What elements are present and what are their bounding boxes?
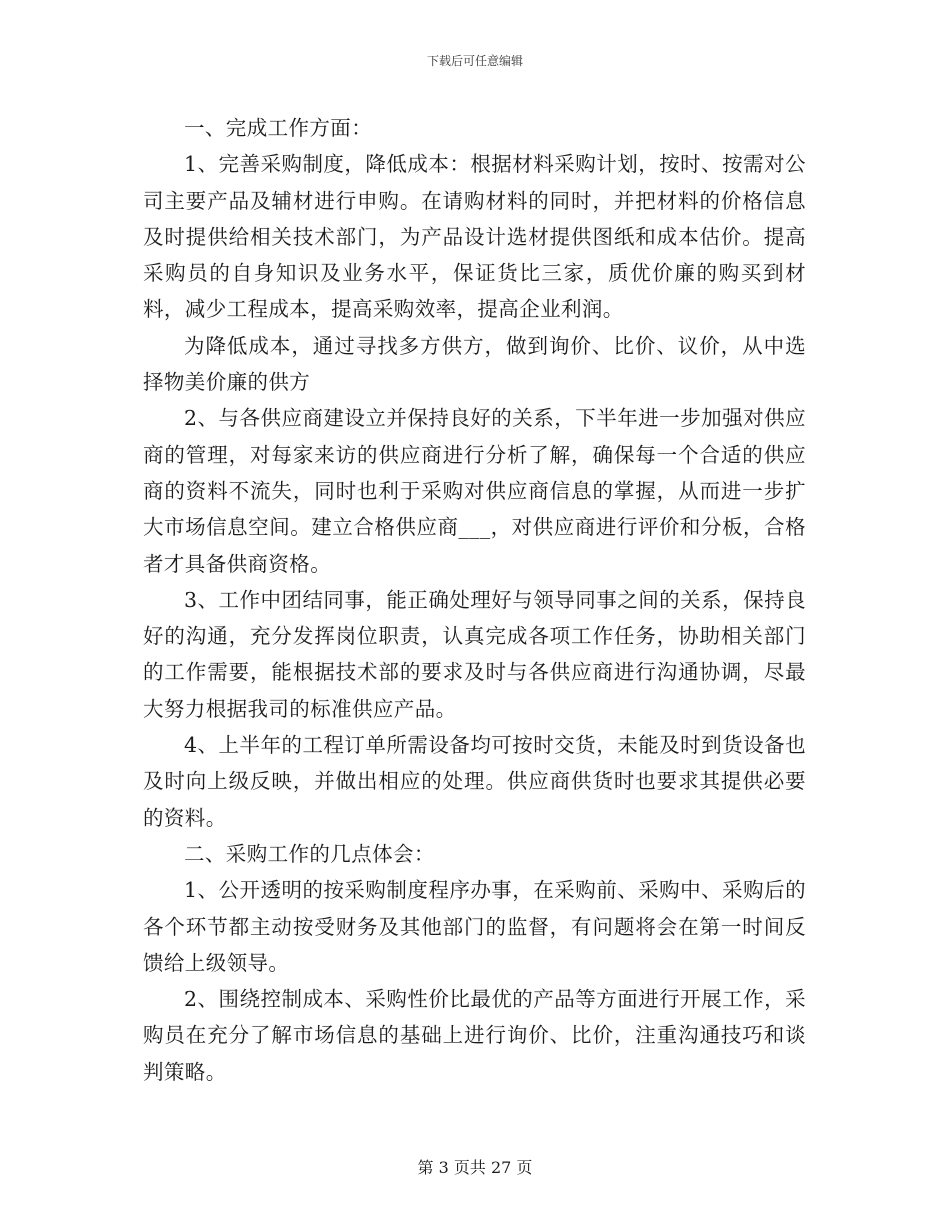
section-heading-2: 二、采购工作的几点体会：	[184, 841, 435, 866]
paragraph-2: 为降低成本，通过寻找多方供方，做到询价、比价、议价，从中选择物美价廉的供方	[143, 333, 806, 395]
paragraph-4: 3、工作中团结同事，能正确处理好与领导同事之间的关系，保持良好的沟通，充分发挥岗位职责，认真完成各项工作任务，协助相关部门的工作需要，能根据技术部的要求及时与各供应商进行沟通协调，尽最大努力根据我司的标准供应产品。	[143, 587, 806, 721]
paragraph-6: 1、公开透明的按采购制度程序办事，在采购前、采购中、采购后的各个环节都主动按受财务及其他部门的监督，有问题将会在第一时间反馈给上级领导。	[143, 878, 806, 975]
section-heading-1: 一、完成工作方面：	[184, 116, 373, 140]
paragraph-1: 1、完善采购制度，降低成本：根据材料采购计划，按时、按需对公司主要产品及辅材进行申购。在请购材料的同时，并把材料的价格信息及时提供给相关技术部门，为产品设计选材提供图纸和成本估价。提高采购员的自身知识及业务水平，保证货比三家，质优价廉的购买到材料，减少工程成本，提高采购效率，提高企业利润。	[143, 152, 806, 322]
paragraph-3: 2、与各供应商建设立并保持良好的关系，下半年进一步加强对供应商的管理，对每家来访的供应商进行分析了解，确保每一个合适的供应商的资料不流失，同时也利于采购对供应商信息的掌握，从而进一步扩大市场信息空间。建立合格供应商___，对供应商进行评价和分板，合格者才具备供商资格。	[143, 406, 806, 576]
document-body	[143, 110, 806, 1090]
paragraph-5: 4、上半年的工程订单所需设备均可按时交货，未能及时到货设备也及时向上级反映，并做出相应的处理。供应商供货时也要求其提供必要的资料。	[143, 733, 806, 830]
page-number: 第 3 页共 27 页	[417, 1158, 533, 1177]
paragraph-7: 2、围绕控制成本、采购性价比最优的产品等方面进行开展工作，采购员在充分了解市场信息的基础上进行询价、比价，注重沟通技巧和谈判策略。	[143, 987, 806, 1084]
header-note: 下载后可任意编辑	[426, 54, 523, 68]
